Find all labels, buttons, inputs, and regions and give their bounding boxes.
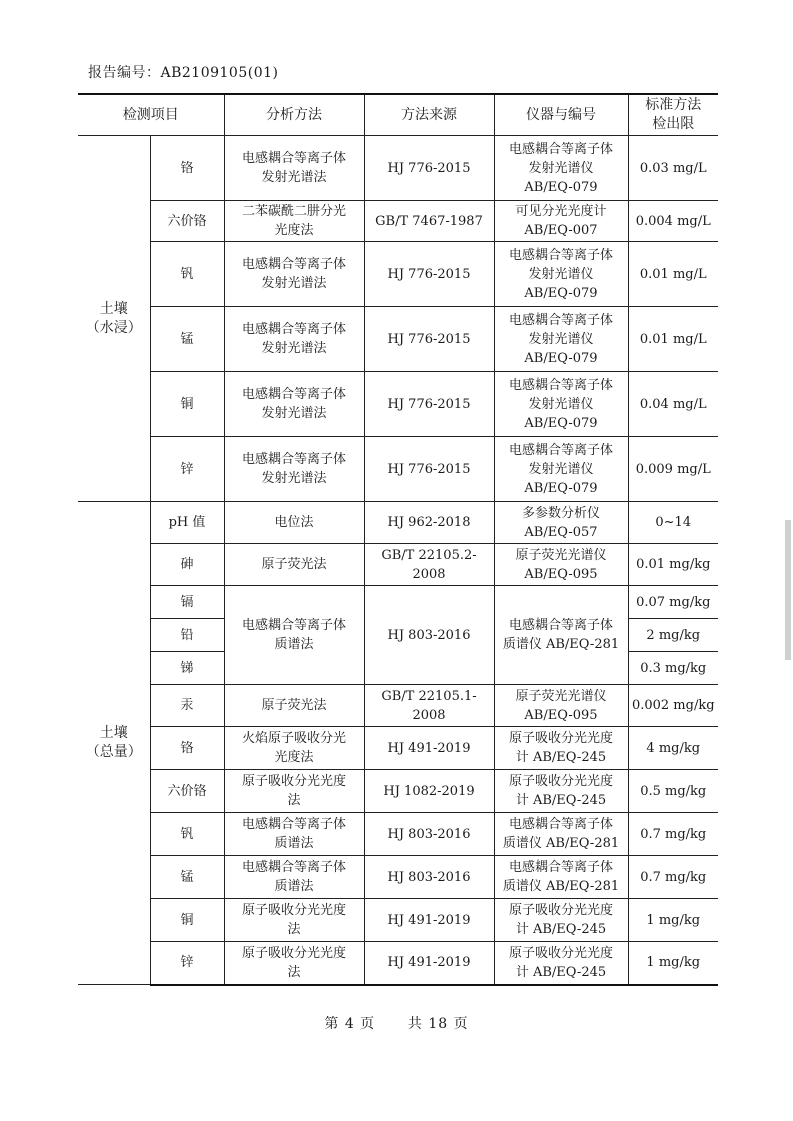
cell-item: 六价铬: [150, 770, 224, 813]
table-row: [78, 307, 718, 372]
scan-edge-mark: [785, 520, 791, 660]
cell-instrument: 电感耦合等离子体 质谱仪 AB/EQ-281: [494, 856, 628, 899]
cell-limit: 0.004 mg/L: [628, 201, 718, 242]
header-source: 方法来源: [364, 94, 494, 136]
cell-limit: 2 mg/kg: [628, 619, 718, 652]
cell-method: 电感耦合等离子体 发射光谱法: [224, 242, 364, 307]
cell-item: 汞: [150, 685, 224, 727]
table-row: [78, 544, 718, 586]
cell-instrument: 多参数分析仪 AB/EQ-057: [494, 502, 628, 544]
page-number: 第 4 页: [324, 1016, 376, 1032]
cell-item: 铬: [150, 136, 224, 201]
cell-instrument: 原子吸收分光光度 计 AB/EQ-245: [494, 899, 628, 942]
cell-source: HJ 776-2015: [364, 372, 494, 437]
cell-item: 砷: [150, 544, 224, 586]
cell-item: 锌: [150, 437, 224, 502]
cell-instrument: 电感耦合等离子体 发射光谱仪 AB/EQ-079: [494, 437, 628, 502]
table-row: [78, 813, 718, 856]
cell-instrument: 原子吸收分光光度 计 AB/EQ-245: [494, 942, 628, 985]
cell-instrument: 原子吸收分光光度 计 AB/EQ-245: [494, 770, 628, 813]
cell-method: 电感耦合等离子体 发射光谱法: [224, 372, 364, 437]
cell-method: 电感耦合等离子体 发射光谱法: [224, 136, 364, 201]
cell-method: 电感耦合等离子体 质谱法: [224, 813, 364, 856]
table-row: [78, 201, 718, 242]
table-row: [78, 136, 718, 201]
page-total: 共 18 页: [407, 1016, 469, 1032]
cell-item: 六价铬: [150, 201, 224, 242]
cell-method: 原子荧光法: [224, 685, 364, 727]
header-method: 分析方法: [224, 94, 364, 136]
cell-item: pH 值: [150, 502, 224, 544]
cell-source: HJ 776-2015: [364, 242, 494, 307]
cell-method: 电感耦合等离子体 发射光谱法: [224, 307, 364, 372]
cell-item: 铅: [150, 619, 224, 652]
table-row: [78, 502, 718, 544]
cell-method: 火焰原子吸收分光 光度法: [224, 727, 364, 770]
cell-method: 二苯碳酰二肼分光 光度法: [224, 201, 364, 242]
cell-item: 锑: [150, 652, 224, 685]
cell-source: HJ 1082-2019: [364, 770, 494, 813]
cell-method: 电感耦合等离子体 质谱法: [224, 856, 364, 899]
cell-limit: 0.01 mg/L: [628, 242, 718, 307]
cell-item: 锌: [150, 942, 224, 985]
cell-instrument: 可见分光光度计 AB/EQ-007: [494, 201, 628, 242]
cell-limit: 1 mg/kg: [628, 899, 718, 942]
cell-source: GB/T 22105.1-2008: [364, 685, 494, 727]
cell-source: HJ 803-2016: [364, 856, 494, 899]
cell-method: 原子荧光法: [224, 544, 364, 586]
header-item: 检测项目: [78, 94, 224, 136]
cell-method: 原子吸收分光光度 法: [224, 942, 364, 985]
header-limit: 标准方法 检出限: [628, 94, 718, 136]
category-water-leach: 土壤 （水浸）: [78, 136, 150, 502]
cell-limit: 0.7 mg/kg: [628, 856, 718, 899]
cell-limit: 1 mg/kg: [628, 942, 718, 985]
table-row: [78, 372, 718, 437]
cell-method: 原子吸收分光光度 法: [224, 770, 364, 813]
cell-instrument: 电感耦合等离子体 发射光谱仪 AB/EQ-079: [494, 372, 628, 437]
cell-method-merged: 电感耦合等离子体 质谱法: [224, 586, 364, 685]
cell-item: 铜: [150, 899, 224, 942]
page-footer: [0, 1013, 793, 1033]
table-row: [78, 685, 718, 727]
cell-source: HJ 962-2018: [364, 502, 494, 544]
table-row: [78, 856, 718, 899]
table-row: [78, 242, 718, 307]
cell-source: GB/T 22105.2-2008: [364, 544, 494, 586]
cell-item: 铬: [150, 727, 224, 770]
category-total: 土壤 （总量）: [78, 502, 150, 985]
table-row: [78, 942, 718, 985]
cell-instrument: 原子荧光光谱仪 AB/EQ-095: [494, 544, 628, 586]
cell-limit: 0.5 mg/kg: [628, 770, 718, 813]
cell-limit: 0.002 mg/kg: [628, 685, 718, 727]
cell-limit: 0.7 mg/kg: [628, 813, 718, 856]
table-row: [78, 899, 718, 942]
cell-method: 原子吸收分光光度 法: [224, 899, 364, 942]
cell-item: 镉: [150, 586, 224, 619]
cell-limit: 0.07 mg/kg: [628, 586, 718, 619]
cell-source: HJ 803-2016: [364, 813, 494, 856]
report-number: 报告编号：AB2109105(01): [88, 65, 279, 81]
cell-item: 钒: [150, 242, 224, 307]
cell-item: 钒: [150, 813, 224, 856]
cell-source: HJ 776-2015: [364, 307, 494, 372]
cell-limit: 0.3 mg/kg: [628, 652, 718, 685]
cell-limit: 0.03 mg/L: [628, 136, 718, 201]
cell-instrument: 原子吸收分光光度 计 AB/EQ-245: [494, 727, 628, 770]
cell-source: HJ 491-2019: [364, 942, 494, 985]
table-row: [78, 770, 718, 813]
cell-limit: 0.04 mg/L: [628, 372, 718, 437]
cell-limit: 0~14: [628, 502, 718, 544]
cell-source: HJ 491-2019: [364, 727, 494, 770]
header-instrument: 仪器与编号: [494, 94, 628, 136]
cell-limit: 0.01 mg/L: [628, 307, 718, 372]
cell-instrument: 电感耦合等离子体 发射光谱仪 AB/EQ-079: [494, 242, 628, 307]
cell-item: 锰: [150, 856, 224, 899]
cell-instrument: 电感耦合等离子体 发射光谱仪 AB/EQ-079: [494, 307, 628, 372]
cell-method: 电感耦合等离子体 发射光谱法: [224, 437, 364, 502]
cell-method: 电位法: [224, 502, 364, 544]
table-row: [78, 727, 718, 770]
table-header-row: [78, 94, 718, 136]
cell-limit: 4 mg/kg: [628, 727, 718, 770]
detection-methods-table: [78, 93, 718, 986]
cell-instrument: 电感耦合等离子体 发射光谱仪 AB/EQ-079: [494, 136, 628, 201]
cell-source-merged: HJ 803-2016: [364, 586, 494, 685]
cell-instrument-merged: 电感耦合等离子体 质谱仪 AB/EQ-281: [494, 586, 628, 685]
cell-limit: 0.01 mg/kg: [628, 544, 718, 586]
cell-limit: 0.009 mg/L: [628, 437, 718, 502]
cell-instrument: 原子荧光光谱仪 AB/EQ-095: [494, 685, 628, 727]
cell-source: GB/T 7467-1987: [364, 201, 494, 242]
cell-source: HJ 491-2019: [364, 899, 494, 942]
cell-instrument: 电感耦合等离子体 质谱仪 AB/EQ-281: [494, 813, 628, 856]
table-row: [78, 586, 718, 619]
cell-item: 锰: [150, 307, 224, 372]
cell-source: HJ 776-2015: [364, 136, 494, 201]
cell-source: HJ 776-2015: [364, 437, 494, 502]
cell-item: 铜: [150, 372, 224, 437]
table-row: [78, 437, 718, 502]
